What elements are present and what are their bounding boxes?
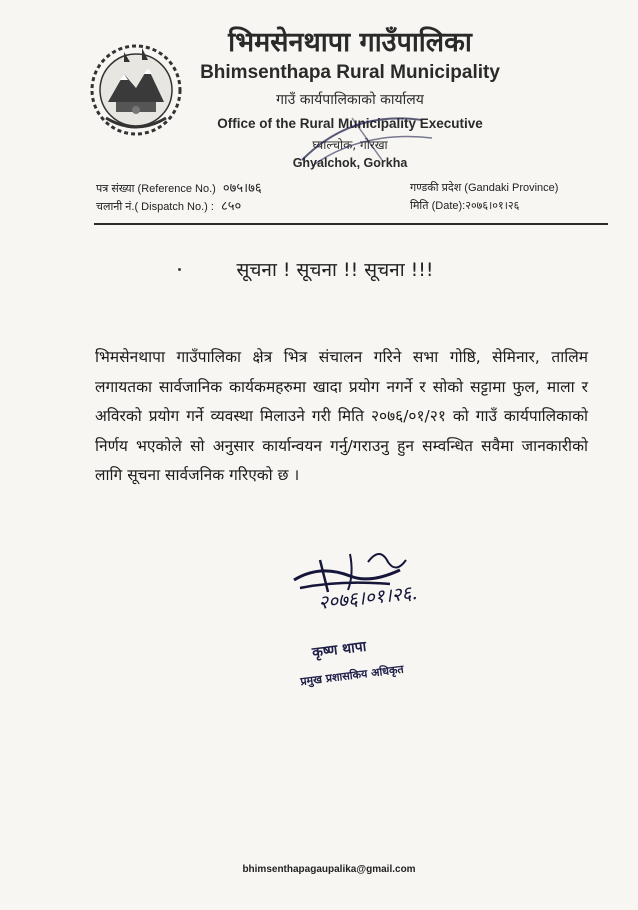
location-np: घ्याल्चोक, गोरखा: [312, 138, 388, 152]
notice-body: भिमसेनथापा गाउँपालिका क्षेत्र भित्र संचालन गरिने सभा गोष्ठि, सेमिनार, तालिम लगायतका सार्वजानिक कार्यकमहरुमा खादा प्रयोग नगर्ने र सोको सट्टामा फुल, माला र अविरको प्रयोग गर्ने व्यवस्था मिलाउने गरी मिति २०७६/०१/२१ को गाउँ कार्यपालिकाको निर्णय भएकोले सो अनुसार कार्यान्वयन गर्नु/गराउनु हुन सम्वन्धित सवैमा जानकारीको लागि सूचना सार्वजनिक गरिएको छ ।: [95, 348, 588, 484]
date-label: मिति (Date):२०७६।०१।२६: [410, 200, 520, 212]
notice-title: सूचना ! सूचना !! सूचना !!!: [236, 259, 434, 281]
footer-email: bhimsenthapagaupalika@gmail.com: [242, 864, 416, 875]
location-en: Ghyalchok, Gorkha: [292, 156, 408, 170]
municipality-title-np: भिमसेनथापा गाउँपालिका: [228, 27, 472, 58]
office-title-np: गाउँ कार्यपालिकाको कार्यालय: [276, 92, 424, 108]
stamp-name: कृष्ण थापा: [311, 638, 368, 662]
header-divider: [94, 223, 608, 225]
stamp-title: प्रमुख प्रशासकिय अधिकृत: [299, 662, 405, 689]
reference-label: पत्र संख्या (Reference No.): [96, 183, 216, 195]
province-label: गण्डकी प्रदेश (Gandaki Province): [410, 182, 559, 194]
dispatch-line: [96, 196, 241, 214]
office-title-en: Office of the Rural Municipality Executive: [217, 116, 483, 131]
reference-value: ०७५।७६: [222, 180, 262, 195]
municipality-title-en: Bhimsenthapa Rural Municipality: [200, 62, 500, 83]
handwritten-date: २०७६।०१।२६.: [317, 581, 419, 615]
office-stamp-icon: [292, 100, 442, 172]
dispatch-value: ८५०: [221, 198, 242, 213]
reference-line: [96, 178, 262, 196]
dispatch-label: चलानी नं.( Dispatch No.) :: [96, 201, 214, 213]
